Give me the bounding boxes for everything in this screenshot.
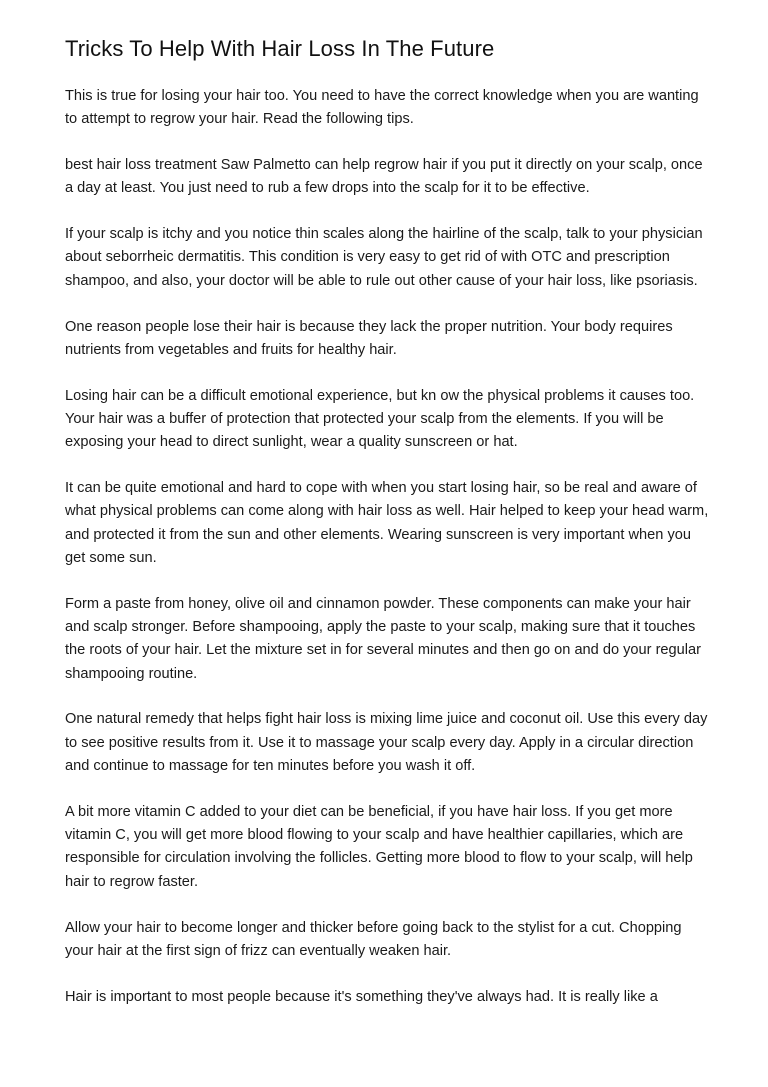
paragraph-6: It can be quite emotional and hard to cope with when you start losing hair, so be real and aware of what physical problems can come along with hair loss as well. Hair helped to keep your head warm, and protected it from the sun and other elements. Wearing sunscreen is very important when you get some sun. — [65, 480, 709, 566]
paragraph-10: Allow your hair to become longer and thicker before going back to the stylist for a cut. Chopping your hair at the first sign of frizz can eventually weaken hair. — [65, 919, 682, 959]
paragraph-2: best hair loss treatment Saw Palmetto can help regrow hair if you put it directly on your scalp, once a day at least. You just need to rub a few drops into the scalp for it to be effective. — [65, 157, 703, 197]
paragraph-11: Hair is important to most people because it's something they've always had. It is really like a — [65, 988, 658, 1005]
paragraph-3: If your scalp is itchy and you notice thin scales along the hairline of the scalp, talk to your physician about seborrheic dermatitis. This condition is very easy to get rid of with OTC and prescription shampoo, and also, your doctor will be able to rule out other cause of your hair loss, like psoriasis. — [65, 226, 703, 289]
document-page — [65, 35, 710, 1031]
paragraph-9: A bit more vitamin C added to your diet can be beneficial, if you have hair loss. If you get more vitamin C, you will get more blood flowing to your scalp and have healthier capillaries, which are responsible for circulation involving the follicles. Getting more blood to flow to your scalp, will help hair to regrow faster. — [65, 803, 693, 890]
paragraph-5: Losing hair can be a difficult emotional experience, but kn ow the physical problems it causes too. Your hair was a buffer of protection that protected your scalp from the elements. If you will be exposing your head to direct sunlight, wear a quality sunscreen or hat. — [65, 387, 695, 451]
paragraph-7: Form a paste from honey, olive oil and cinnamon powder. These components can make your hair and scalp stronger. Before shampooing, apply the paste to your scalp, making sure that it touches the roots of your hair. Let the mixture set in for several minutes and then go on and do your regular shampooing routine. — [65, 595, 702, 682]
page-title: Tricks To Help With Hair Loss In The Future — [65, 36, 495, 61]
paragraph-1: This is true for losing your hair too. You need to have the correct knowledge when you are wanting to attempt to regrow your hair. Read the following tips. — [65, 88, 699, 128]
paragraph-4: One reason people lose their hair is because they lack the proper nutrition. Your body requires nutrients from vegetables and fruits for healthy hair. — [65, 318, 673, 358]
paragraph-8: One natural remedy that helps fight hair loss is mixing lime juice and coconut oil. Use this every day to see positive results from it. Use it to massage your scalp every day. Apply in a circular direction and continue to massage for ten minutes before you wash it off. — [65, 711, 708, 775]
